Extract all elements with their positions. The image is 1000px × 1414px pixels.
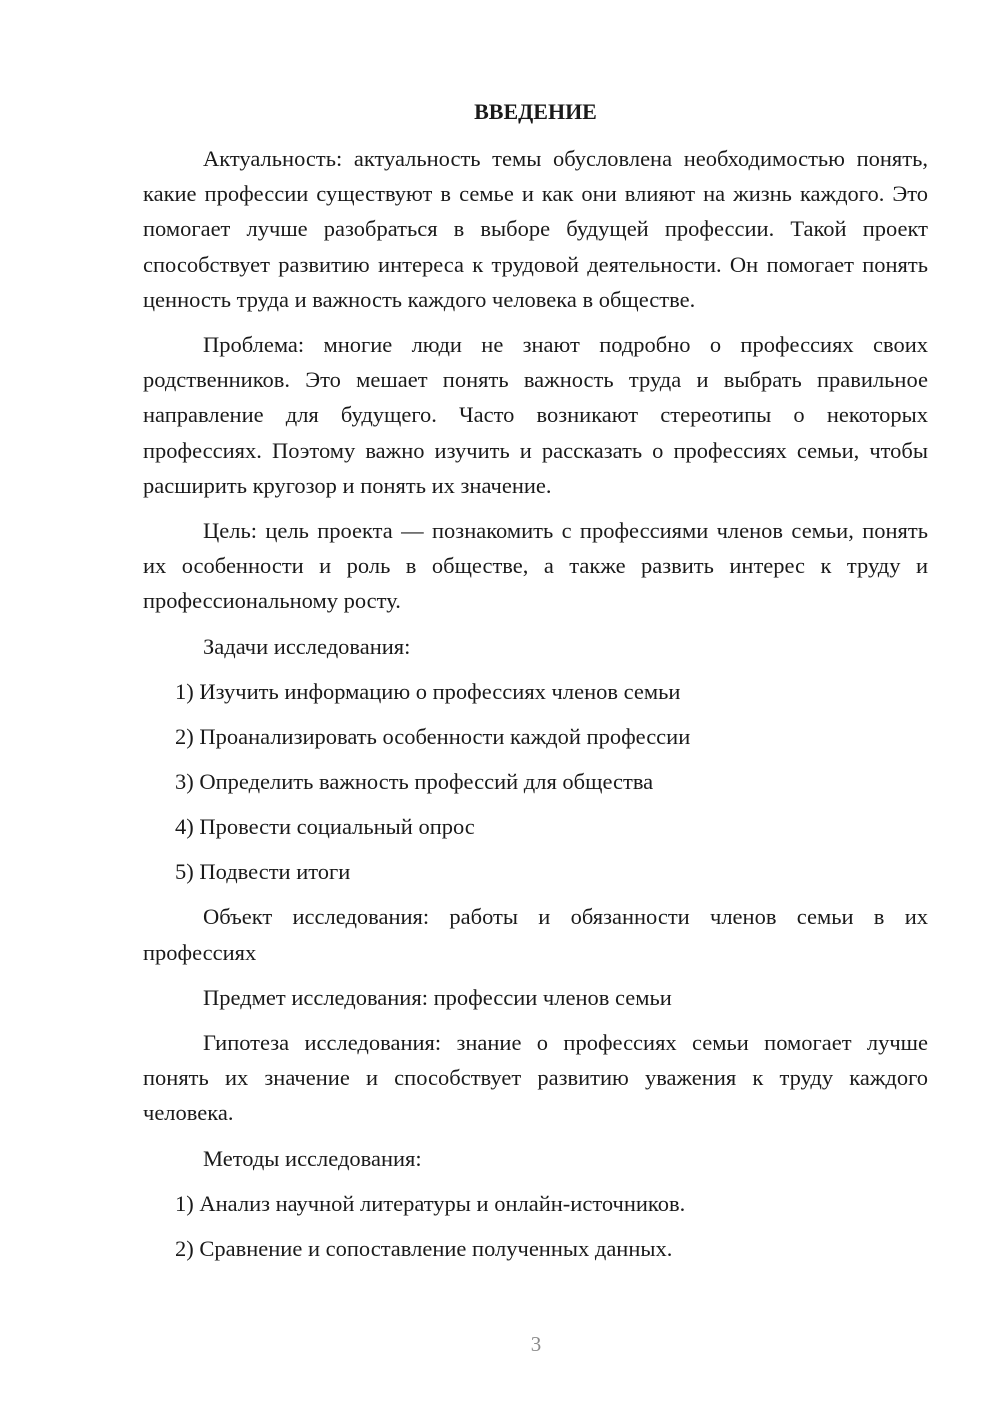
list-item: 4) Провести социальный опрос	[175, 814, 475, 840]
methods-heading: Методы исследования:	[203, 1145, 422, 1171]
page-content	[143, 94, 928, 1276]
methods-list	[143, 1186, 928, 1266]
problem-paragraph: Проблема: многие люди не знают подробно о профессиях своих родственников. Это мешает понять важность труда и выбрать правильное направление для будущего. Часто возникают стереотипы о некоторых профессиях. Поэтому важно изучить и рассказать о профессиях семьи, чтобы расширить кругозор и понять их значение.	[143, 332, 928, 498]
list-item: 2) Проанализировать особенности каждой профессии	[175, 723, 691, 749]
relevance-paragraph: Актуальность: актуальность темы обусловлена необходимостью понять, какие профессии существуют в семье и как они влияют на жизнь каждого. Это помогает лучше разобраться в выборе будущей профессии. Такой проект способствует развитию интереса к трудовой деятельности. Он помогает понять ценность труда и важность каждого человека в обществе.	[143, 146, 928, 312]
tasks-list	[143, 674, 928, 890]
list-item: 1) Анализ научной литературы и онлайн-источников.	[175, 1190, 686, 1216]
goal-paragraph: Цель: цель проекта — познакомить с профессиями членов семьи, понять их особенности и роль в обществе, а также развить интерес к труду и профессиональному росту.	[143, 518, 928, 614]
list-item: 1) Изучить информацию о профессиях членов семьи	[175, 678, 681, 704]
tasks-heading: Задачи исследования:	[203, 633, 411, 659]
list-item: 3) Определить важность профессий для общества	[175, 769, 654, 795]
list-item: 5) Подвести итоги	[175, 859, 351, 885]
page-number: 3	[530, 1332, 542, 1356]
section-title: ВВЕДЕНИЕ	[474, 99, 597, 124]
hypothesis-paragraph: Гипотеза исследования: знание о профессиях семьи помогает лучше понять их значение и способствует развитию уважения к труду каждого человека.	[143, 1030, 928, 1126]
subject-paragraph: Предмет исследования: профессии членов семьи	[203, 984, 672, 1010]
object-paragraph: Объект исследования: работы и обязанности членов семьи в их профессиях	[143, 904, 928, 965]
list-item: 2) Сравнение и сопоставление полученных данных.	[175, 1235, 673, 1261]
